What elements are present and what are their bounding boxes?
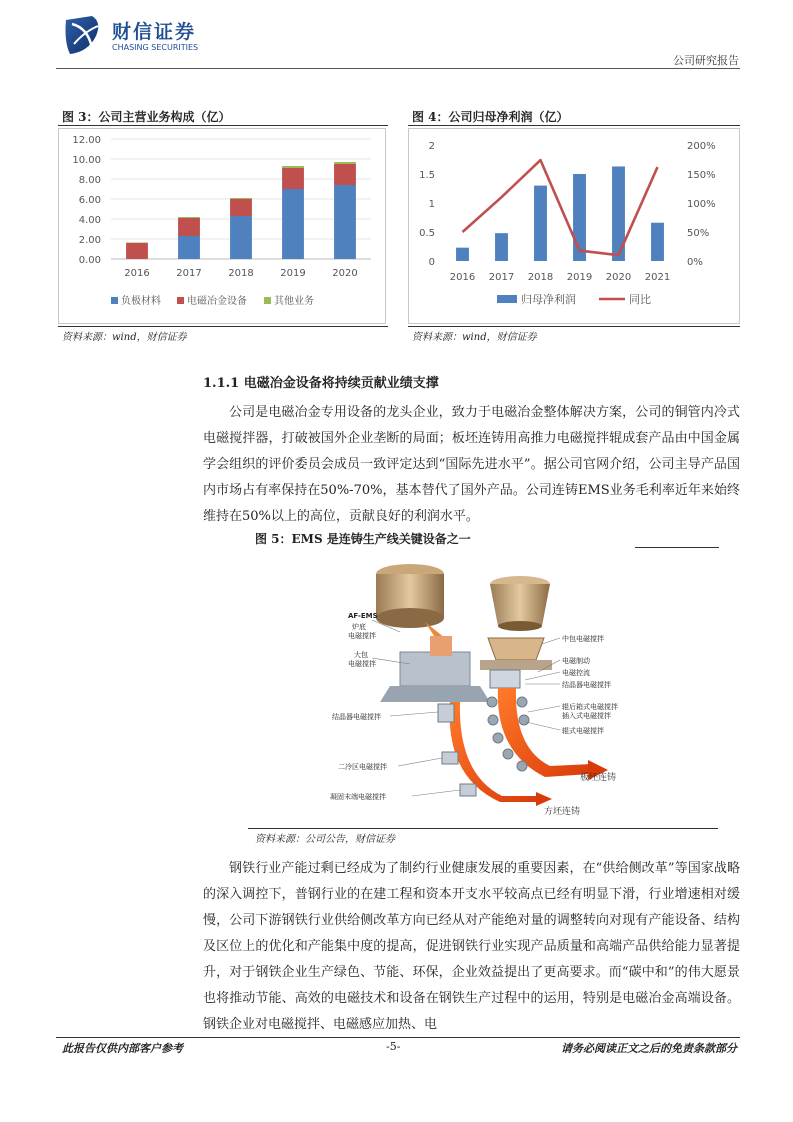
header-rule	[56, 68, 740, 69]
label-billet-casting: 方坯连铸	[544, 807, 581, 817]
ladle-icon	[490, 576, 550, 631]
report-type: 公司研究报告	[673, 54, 739, 67]
footer-rule	[56, 1037, 740, 1038]
x-tick-label: 2016	[124, 268, 150, 279]
bar-segment	[178, 217, 200, 218]
left-y-tick-label: 2	[428, 141, 435, 152]
label-af-ems: AF-EMS	[348, 612, 378, 620]
legend-label-bar: 归母净利润	[521, 293, 576, 306]
label-second-cooling: 二冷区电磁搅拌	[338, 763, 387, 771]
x-tick-label: 2020	[605, 272, 632, 283]
label-box-stir: 辊式电磁搅拌	[562, 727, 604, 735]
figure4-chart-svg	[409, 129, 739, 323]
mold-icon	[490, 670, 520, 688]
figure3-chart	[58, 128, 386, 324]
x-tick-label: 2021	[644, 272, 671, 283]
bar-segment	[334, 185, 356, 259]
figure4-caption-rule	[408, 125, 740, 126]
logo-emblem-icon	[62, 14, 106, 58]
legend-swatch	[111, 297, 118, 304]
label-mould-left: 结晶器电磁搅拌	[332, 713, 381, 721]
bar-segment	[230, 216, 252, 259]
right-y-tick-label: 150%	[687, 170, 716, 181]
footer-disclaimer-right: 请务必阅读正文之后的免责条款部分	[561, 1042, 737, 1055]
label-mold-stir: 结晶器电磁搅拌	[562, 681, 611, 689]
footer-disclaimer-left: 此报告仅供内部客户参考	[62, 1042, 183, 1055]
x-tick-label: 2018	[228, 268, 254, 279]
bar-segment	[126, 243, 148, 244]
company-logo	[62, 14, 212, 58]
label-flow-control: 电磁控流	[562, 669, 590, 677]
bar-segment	[230, 199, 252, 216]
label-hearth: 炉底	[352, 623, 366, 631]
x-tick-label: 2017	[176, 268, 202, 279]
figure3-caption: 图 3：公司主营业务构成（亿）	[62, 110, 231, 124]
bar-segment	[282, 168, 304, 189]
label-ladle-stir: 电磁搅拌	[348, 660, 376, 668]
ladle-stand-icon	[380, 636, 490, 702]
legend-swatch-bar	[497, 295, 517, 303]
paragraph-1-text: 公司是电磁冶金专用设备的龙头企业，致力于电磁冶金整体解决方案，公司的铜管内冷式电磁搅拌器，打破被国外企业垄断的局面；板坯连铸用高推力电磁搅拌辊成套产品由中国金属学会组织的评价委员会成员一致评定达到“国际先进水平”。据公司官网介绍，公司主导产品国内市场占有率保持在50%-70%，基本替代了国外产品。公司连铸EMS业务毛利率近年来始终维持在50%以上的高位，贡献良好的利润水平。	[203, 405, 740, 524]
bar-segment	[334, 164, 356, 185]
y-tick-label: 6.00	[78, 195, 101, 206]
figure4-caption: 图 4：公司归母净利润（亿）	[412, 110, 569, 124]
right-y-tick-label: 0%	[687, 257, 703, 268]
y-tick-label: 2.00	[78, 235, 101, 246]
yoy-line	[463, 160, 658, 255]
right-y-tick-label: 200%	[687, 141, 716, 152]
x-tick-label: 2016	[449, 272, 476, 283]
left-y-tick-label: 1	[428, 199, 435, 210]
profit-bar	[495, 233, 508, 261]
legend-label: 电磁冶金设备	[187, 296, 247, 307]
figure4-source: 资料来源：wind，财信证券	[412, 332, 537, 343]
label-roll-stir-2: 插入式电磁搅拌	[562, 712, 611, 720]
left-y-tick-label: 0.5	[419, 228, 435, 239]
x-tick-label: 2018	[527, 272, 554, 283]
bar-segment	[178, 218, 200, 236]
label-ladle: 大包	[354, 651, 368, 659]
y-tick-label: 0.00	[78, 255, 101, 266]
profit-bar	[456, 248, 469, 261]
y-tick-label: 10.00	[72, 155, 101, 166]
right-y-tick-label: 100%	[687, 199, 716, 210]
legend-label: 其他业务	[274, 296, 314, 307]
label-brake: 电磁制动	[562, 657, 590, 665]
left-y-tick-label: 1.5	[419, 170, 435, 181]
figure5-diagram	[330, 552, 630, 824]
footer-page-number: -5-	[386, 1040, 401, 1053]
furnace-icon	[376, 564, 450, 648]
legend-swatch	[177, 297, 184, 304]
paragraph-2	[203, 856, 740, 1038]
x-tick-label: 2017	[488, 272, 515, 283]
label-tundish: 中包电磁搅拌	[562, 635, 604, 643]
y-tick-label: 12.00	[72, 135, 101, 146]
legend-label: 负极材料	[121, 296, 161, 307]
label-roll-stir-1: 辊后箱式电磁搅拌	[562, 703, 618, 711]
bar-segment	[282, 189, 304, 259]
x-tick-label: 2019	[566, 272, 593, 283]
figure4-chart	[408, 128, 740, 324]
bar-segment	[126, 243, 148, 259]
profit-bar	[534, 186, 547, 261]
logo-en-text: CHASING SECURITIES	[112, 43, 199, 52]
bar-segment	[282, 166, 304, 168]
bar-segment	[334, 162, 356, 164]
figure3-chart-svg	[59, 129, 385, 323]
y-tick-label: 4.00	[78, 215, 101, 226]
x-tick-label: 2020	[332, 268, 358, 279]
figure5-caption: 图 5：EMS 是连铸生产线关键设备之一	[255, 532, 471, 546]
bar-segment	[230, 198, 252, 199]
y-tick-label: 8.00	[78, 175, 101, 186]
left-y-tick-label: 0	[428, 257, 435, 268]
figure4-bottom-rule	[408, 326, 740, 327]
paragraph-2-text: 钢铁行业产能过剩已经成为了制约行业健康发展的重要因素，在“供给侧改革”等国家战略的深入调控下，普钢行业的在建工程和资本开支水平较高点已经有明显下滑，行业增速相对缓慢，公司下游钢铁行业供给侧改革方向已经从对产能绝对量的调整转向对现有产能设备、结构及区位上的优化和产能集中度的提高，促进钢铁行业实现产品质量和高端产品供给能力显著提升，对于钢铁企业生产绿色、节能、环保，企业效益提出了更高要求。而“碳中和”的伟大愿景也将推动节能、高效的电磁技术和设备在钢铁生产过程中的运用，特别是电磁冶金高端设备。钢铁企业对电磁搅拌、电磁感应加热、电	[203, 861, 740, 1032]
figure5-source: 资料来源：公司公告，财信证券	[255, 834, 395, 845]
x-tick-label: 2019	[280, 268, 306, 279]
profit-bar	[651, 223, 664, 261]
figure5-bottom-rule	[248, 828, 718, 829]
logo-cn-text: 财信证券	[112, 21, 197, 43]
tundish-icon	[480, 638, 552, 670]
right-y-tick-label: 50%	[687, 228, 710, 239]
label-final-stir: 凝固末端电磁搅拌	[330, 793, 386, 801]
section-heading: 1.1.1 电磁冶金设备将持续贡献业绩支撑	[203, 376, 439, 391]
legend-swatch	[264, 297, 271, 304]
label-hearth-stir: 电磁搅拌	[348, 632, 376, 640]
figure5-caption-rule	[635, 547, 719, 548]
bar-segment	[178, 236, 200, 259]
figure3-bottom-rule	[58, 326, 388, 327]
legend-label-line: 同比	[629, 293, 651, 306]
figure3-source: 资料来源：wind，财信证券	[62, 332, 187, 343]
figure3-caption-rule	[58, 125, 388, 126]
paragraph-1	[203, 400, 740, 530]
label-slab-casting: 板坯连铸	[580, 773, 617, 783]
